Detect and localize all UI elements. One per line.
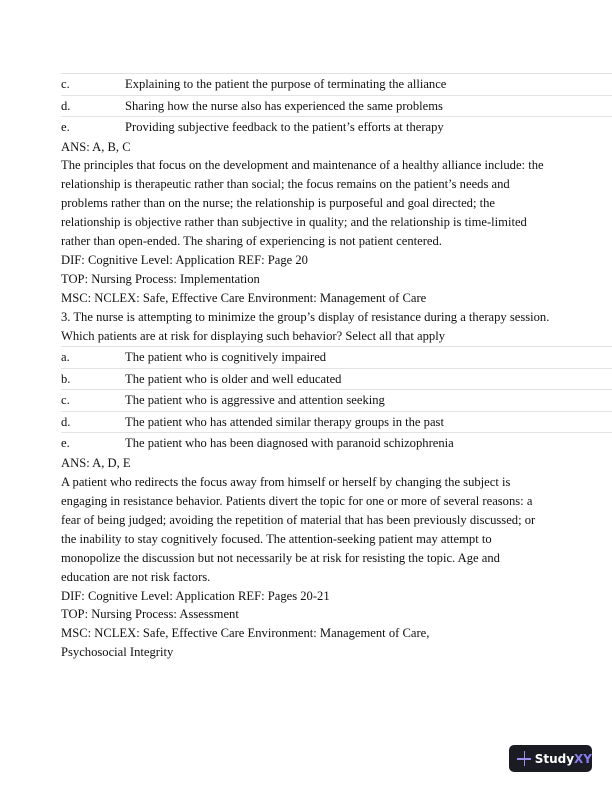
q2-topic: TOP: Nursing Process: Implementation	[61, 272, 260, 287]
document-page	[61, 73, 612, 662]
q3-answer: ANS: A, D, E	[61, 455, 131, 470]
q3-stem: 3. The nurse is attempting to minimize the group’s display of resistance during a therapy session. Which patients are at risk for displaying such behavior? Select all that apply	[61, 310, 550, 344]
option-letter: a.	[61, 350, 70, 365]
option-row	[61, 390, 612, 412]
option-text: Providing subjective feedback to the patient’s efforts at therapy	[125, 120, 444, 134]
option-row	[61, 117, 612, 138]
option-text: The patient who has been diagnosed with paranoid schizophrenia	[125, 436, 454, 451]
option-row	[61, 74, 612, 96]
brand-accent: XY	[574, 751, 592, 766]
option-letter: b.	[61, 371, 71, 386]
q3-rationale: A patient who redirects the focus away from himself or herself by changing the subject is engaging in resistance behavior. Patients divert the topic for one or more of several reasons: a fear of being judged; avoiding the repetition of material that has been previously discussed; or the inability to stay cognitively focused. The attention-seeking patient may attempt to monopolize the discussion but not necessarily be at risk for resisting the topic. Age and education are not risk factors.	[61, 474, 536, 584]
option-row	[61, 412, 612, 434]
q3-options	[61, 346, 612, 454]
q2-difficulty: DIF: Cognitive Level: Application REF: Page 20	[61, 253, 308, 268]
option-row	[61, 369, 612, 391]
option-row	[61, 433, 612, 454]
option-letter: e.	[61, 436, 70, 451]
plus-icon	[514, 745, 535, 772]
option-text: The patient who is older and well educated	[125, 371, 342, 386]
option-letter: c.	[61, 77, 70, 91]
q2-answer: ANS: A, B, C	[61, 139, 131, 154]
option-text: The patient who is cognitively impaired	[125, 350, 327, 365]
option-row	[61, 96, 612, 118]
q2-rationale: The principles that focus on the development and maintenance of a healthy alliance include: the relationship is therapeutic rather than social; the focus remains on the patient’s needs and problems rather than on the nurse; the relationship is purposeful and goal directed; the relationship is objective rather than subjective in quality; and the relationship is time-limited rather than open-ended. The sharing of experiencing is not patient centered.	[61, 158, 544, 249]
q2-options	[61, 73, 612, 138]
option-text: The patient who is aggressive and attention seeking	[125, 393, 385, 408]
studyxy-badge[interactable]	[509, 745, 592, 772]
option-text: The patient who has attended similar therapy groups in the past	[125, 414, 444, 429]
option-letter: d.	[61, 98, 71, 113]
option-letter: c.	[61, 393, 70, 408]
option-text: Explaining to the patient the purpose of terminating the alliance	[125, 77, 447, 91]
q3-difficulty: DIF: Cognitive Level: Application REF: Pages 20-21	[61, 588, 330, 603]
option-text: Sharing how the nurse also has experienced the same problems	[125, 98, 443, 113]
q3-msc: MSC: NCLEX: Safe, Effective Care Environment: Management of Care, Psychosocial Integrity	[61, 626, 430, 660]
option-row	[61, 347, 612, 369]
brand-main: Study	[534, 751, 575, 766]
q2-msc: MSC: NCLEX: Safe, Effective Care Environment: Management of Care	[61, 291, 427, 306]
option-letter: d.	[61, 414, 71, 429]
q3-topic: TOP: Nursing Process: Assessment	[61, 607, 239, 622]
option-letter: e.	[61, 120, 70, 134]
